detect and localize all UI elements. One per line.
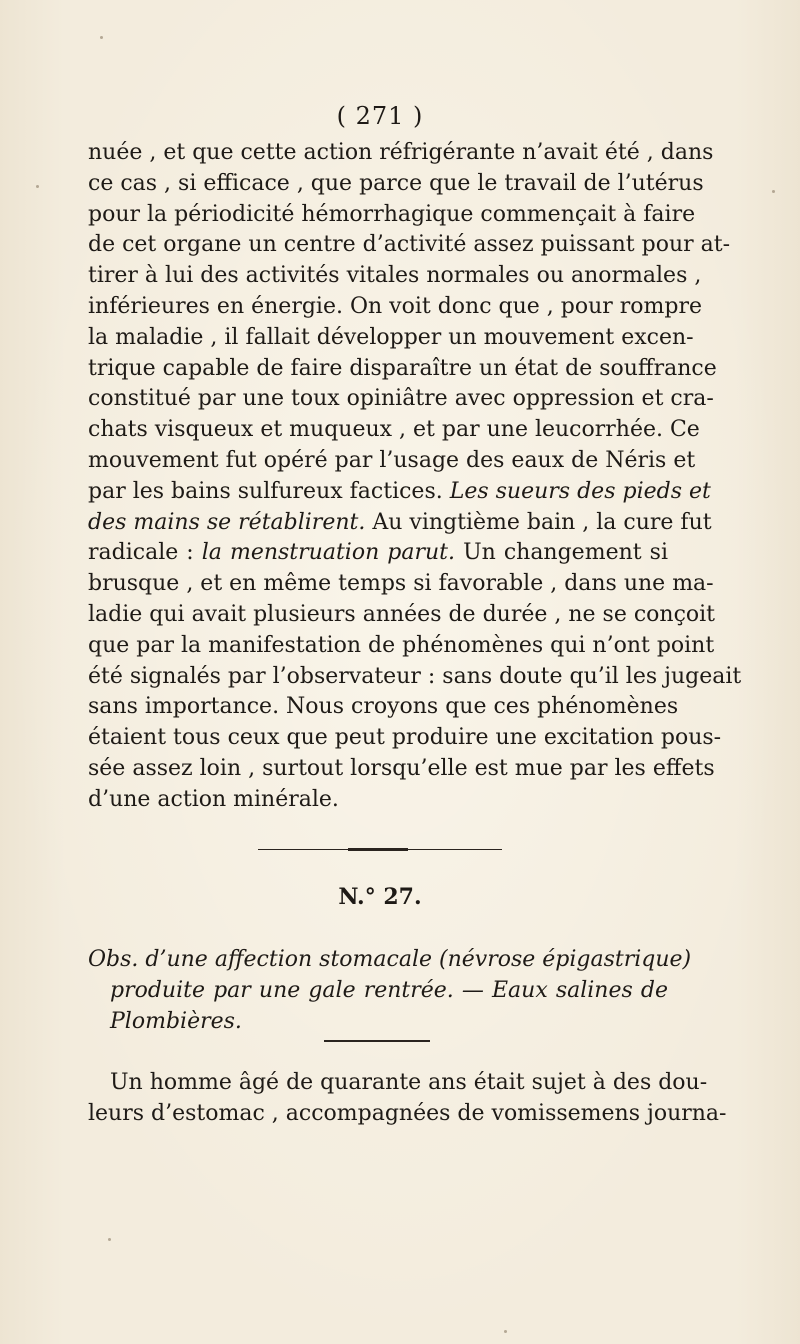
- text-line: tirer à lui des activités vitales normales ou anormales ,: [88, 263, 702, 289]
- text-line: étaient tous ceux que peut produire une excitation pous-: [88, 725, 722, 751]
- paper-speck: [36, 185, 39, 188]
- text-line: sans importance. Nous croyons que ces phénomènes: [88, 694, 679, 720]
- text-run: par les bains sulfureux factices.: [88, 478, 450, 504]
- text-line: pour la périodicité hémorrhagique commençait à faire: [88, 201, 696, 227]
- text-line: la maladie , il fallait développer un mouvement excen-: [88, 324, 694, 350]
- text-line: mouvement fut opéré par l’usage des eaux de Néris et: [88, 447, 696, 473]
- text-line: trique capable de faire disparaître un état de souffrance: [88, 355, 717, 381]
- title-line: Obs. d’une affection stomacale (névrose épigastrique): [88, 947, 692, 972]
- title-line: produite par une gale rentrée. — Eaux salines de: [110, 977, 668, 1003]
- paper-speck: [100, 36, 103, 39]
- italic-run: la menstruation parut.: [201, 540, 456, 566]
- page-number: ( 271 ): [336, 102, 424, 130]
- paper-speck: [108, 1238, 111, 1241]
- paper-speck: [504, 1330, 507, 1333]
- second-paragraph: [88, 1067, 727, 1129]
- main-paragraph: [88, 138, 742, 816]
- title-line: Plombières.: [110, 1008, 242, 1034]
- text-line: été signalés par l’observateur : sans doute qu’il les jugeait: [88, 663, 742, 689]
- text-line-mixed: [88, 508, 712, 539]
- text-line: de cet organe un centre d’activité assez puissant pour at-: [88, 232, 731, 258]
- observation-title: [88, 944, 692, 1036]
- text-line: nuée , et que cette action réfrigérante n’avait été , dans: [88, 140, 714, 165]
- text-line: brusque , et en même temps si favorable , dans une ma-: [88, 571, 714, 597]
- text-line: chats visqueux et muqueux , et par une leucorrhée. Ce: [88, 417, 700, 443]
- text-run: radicale :: [88, 540, 202, 566]
- text-line: inférieures en énergie. On voit donc que , pour rompre: [88, 293, 703, 319]
- text-line: d’une action minérale.: [88, 786, 339, 812]
- text-line: Un homme âgé de quarante ans était sujet à des dou-: [110, 1070, 708, 1095]
- italic-run: Les sueurs des pieds et: [449, 478, 711, 504]
- section-divider: [258, 849, 502, 850]
- paper-speck: [772, 190, 775, 193]
- observation-number: N.° 27.: [338, 884, 422, 910]
- text-line: que par la manifestation de phénomènes qui n’ont point: [88, 632, 715, 658]
- text-line: leurs d’estomac , accompagnées de vomissemens journa-: [88, 1100, 727, 1126]
- text-line-mixed: [88, 477, 711, 508]
- title-underline-rule: [324, 1040, 430, 1042]
- text-line: ladie qui avait plusieurs années de durée , ne se conçoit: [88, 601, 716, 627]
- italic-run: des mains se rétablirent.: [88, 509, 366, 535]
- text-line: ce cas , si efficace , que parce que le travail de l’utérus: [88, 170, 704, 196]
- text-line: constitué par une toux opiniâtre avec oppression et cra-: [88, 386, 714, 412]
- text-line: sée assez loin , surtout lorsqu’elle est mue par les effets: [88, 755, 715, 781]
- text-run: Un changement si: [455, 540, 668, 566]
- text-line-mixed: [88, 538, 668, 569]
- text-run: Au vingtième bain , la cure fut: [365, 509, 712, 535]
